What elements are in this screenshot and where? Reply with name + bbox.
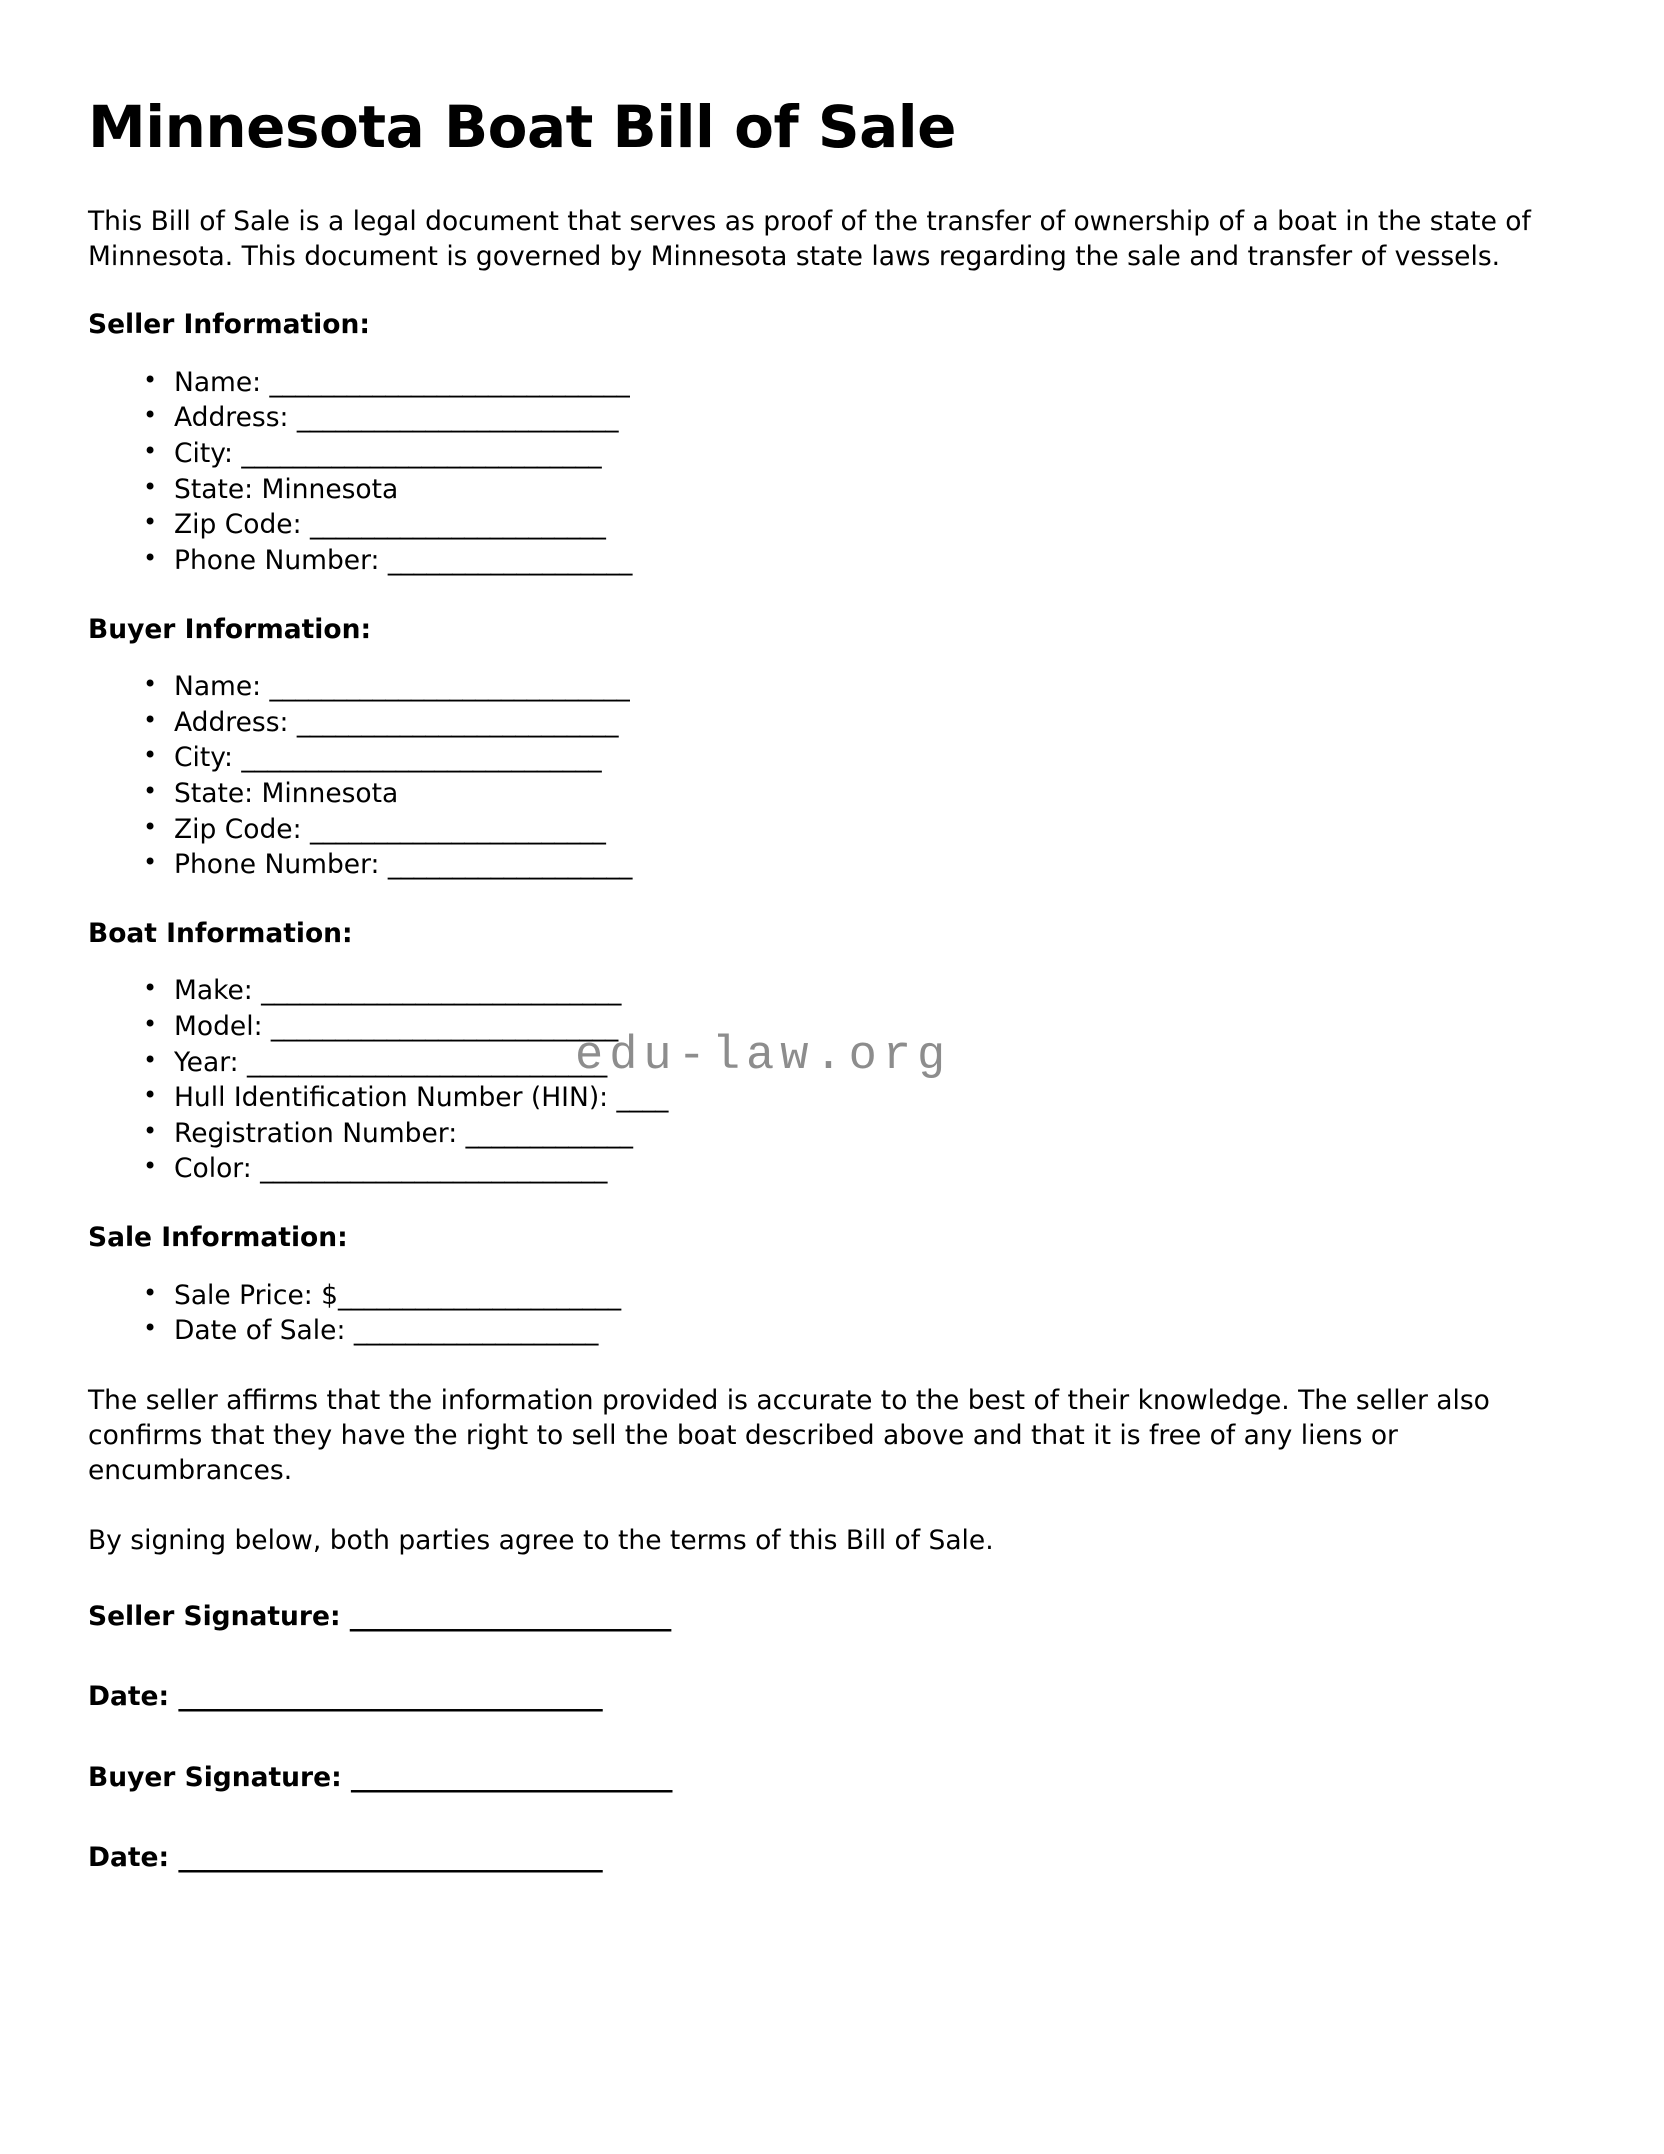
list-item — [88, 543, 1544, 579]
list-item — [88, 847, 1544, 883]
list-item — [88, 365, 1544, 401]
field-label: Address: — [174, 706, 297, 738]
field-blank: _______________________ — [309, 509, 606, 541]
field-label: Zip Code: — [174, 509, 310, 541]
list-item — [88, 1278, 1544, 1314]
list-item — [88, 400, 1544, 436]
field-blank: ___________________ — [353, 1315, 598, 1347]
seller-information-list — [88, 365, 1544, 579]
field-label: Make: — [174, 975, 262, 1007]
field-blank: _________________________ — [296, 706, 619, 738]
buyer-signature-label: Buyer Signature: — [88, 1761, 351, 1793]
buyer-date-blank: _________________________________ — [178, 1842, 603, 1874]
buyer-information-list — [88, 669, 1544, 883]
watermark-edu-law: edu-law.org — [575, 1030, 952, 1083]
field-blank: _______________________ — [309, 813, 606, 845]
field-blank: ___________________________ — [270, 1010, 618, 1042]
list-item — [88, 1045, 1544, 1081]
buyer-information-heading: Buyer Information: — [88, 613, 372, 645]
buyer-date-line — [88, 1841, 1544, 1875]
field-label: Hull Identification Number (HIN): — [174, 1082, 617, 1114]
field-blank: _________________________ — [296, 402, 619, 434]
field-blank: _____________ — [465, 1117, 633, 1149]
seller-date-blank: _________________________________ — [178, 1681, 603, 1713]
list-item — [88, 740, 1544, 776]
seller-date-line — [88, 1680, 1544, 1714]
signature-block — [88, 1600, 1544, 1876]
list-item — [88, 1009, 1544, 1045]
field-blank: ____________________________ — [247, 1046, 607, 1078]
agreement-paragraph: By signing below, both parties agree to the terms of this Bill of Sale. — [88, 1524, 994, 1556]
field-label: Zip Code: — [174, 813, 310, 845]
field-label: Address: — [174, 402, 297, 434]
list-item — [88, 973, 1544, 1009]
list-item — [88, 705, 1544, 741]
sale-information-heading: Sale Information: — [88, 1222, 348, 1254]
field-label: Year: — [174, 1046, 247, 1078]
sale-information-list — [88, 1278, 1544, 1349]
seller-signature-line — [88, 1600, 1544, 1634]
seller-signature-label: Seller Signature: — [88, 1600, 350, 1632]
field-blank: ____________________________ — [261, 975, 621, 1007]
boat-information-list — [88, 973, 1544, 1187]
field-label: State: Minnesota — [174, 777, 399, 809]
field-blank: ______________________ — [338, 1279, 621, 1311]
field-label: Phone Number: — [174, 544, 388, 576]
list-item — [88, 1313, 1544, 1349]
affirmation-paragraph: The seller affirms that the information provided is accurate to the best of their knowledge. The seller also confirms that they have the right to sell the boat described above and that it is free of any liens or encumbrances. — [88, 1384, 1490, 1487]
field-label: State: Minnesota — [174, 473, 399, 505]
field-label: Date of Sale: — [174, 1315, 354, 1347]
list-item — [88, 1080, 1544, 1116]
list-item — [88, 1151, 1544, 1187]
field-blank: ____________________________ — [241, 742, 602, 774]
seller-information-heading: Seller Information: — [88, 309, 370, 341]
field-blank: ____________________________ — [269, 366, 630, 398]
field-label: Name: — [174, 670, 270, 702]
field-blank: ___________________ — [387, 544, 633, 576]
field-blank: ____________________________ — [241, 437, 602, 469]
field-label: Name: — [174, 366, 270, 398]
field-label: Color: — [174, 1153, 261, 1185]
list-item — [88, 812, 1544, 848]
page-title: Minnesota Boat Bill of Sale — [88, 93, 956, 161]
field-label: Sale Price: $ — [174, 1279, 339, 1311]
field-label: City: — [174, 742, 242, 774]
buyer-signature-blank: _________________________ — [350, 1761, 673, 1793]
buyer-signature-line — [88, 1761, 1544, 1795]
intro-paragraph: This Bill of Sale is a legal document that serves as proof of the transfer of ownership of a boat in the state of Minnesota. This document is governed by Minnesota state laws regarding the sale and transfer of vessels. — [88, 205, 1531, 273]
field-blank: ___________________ — [387, 849, 633, 881]
list-item — [88, 669, 1544, 705]
boat-information-heading: Boat Information: — [88, 917, 353, 949]
field-label: Model: — [174, 1010, 271, 1042]
field-blank: ____ — [616, 1082, 668, 1114]
field-blank: ____________________________ — [269, 670, 630, 702]
list-item — [88, 436, 1544, 472]
seller-date-label: Date: — [88, 1681, 179, 1713]
field-label: City: — [174, 437, 242, 469]
field-blank: ___________________________ — [260, 1153, 608, 1185]
list-item — [88, 472, 1544, 508]
list-item — [88, 1116, 1544, 1152]
list-item — [88, 507, 1544, 543]
list-item — [88, 776, 1544, 812]
buyer-date-label: Date: — [88, 1842, 179, 1874]
field-label: Phone Number: — [174, 849, 388, 881]
seller-signature-blank: _________________________ — [349, 1600, 672, 1632]
field-label: Registration Number: — [174, 1117, 466, 1149]
